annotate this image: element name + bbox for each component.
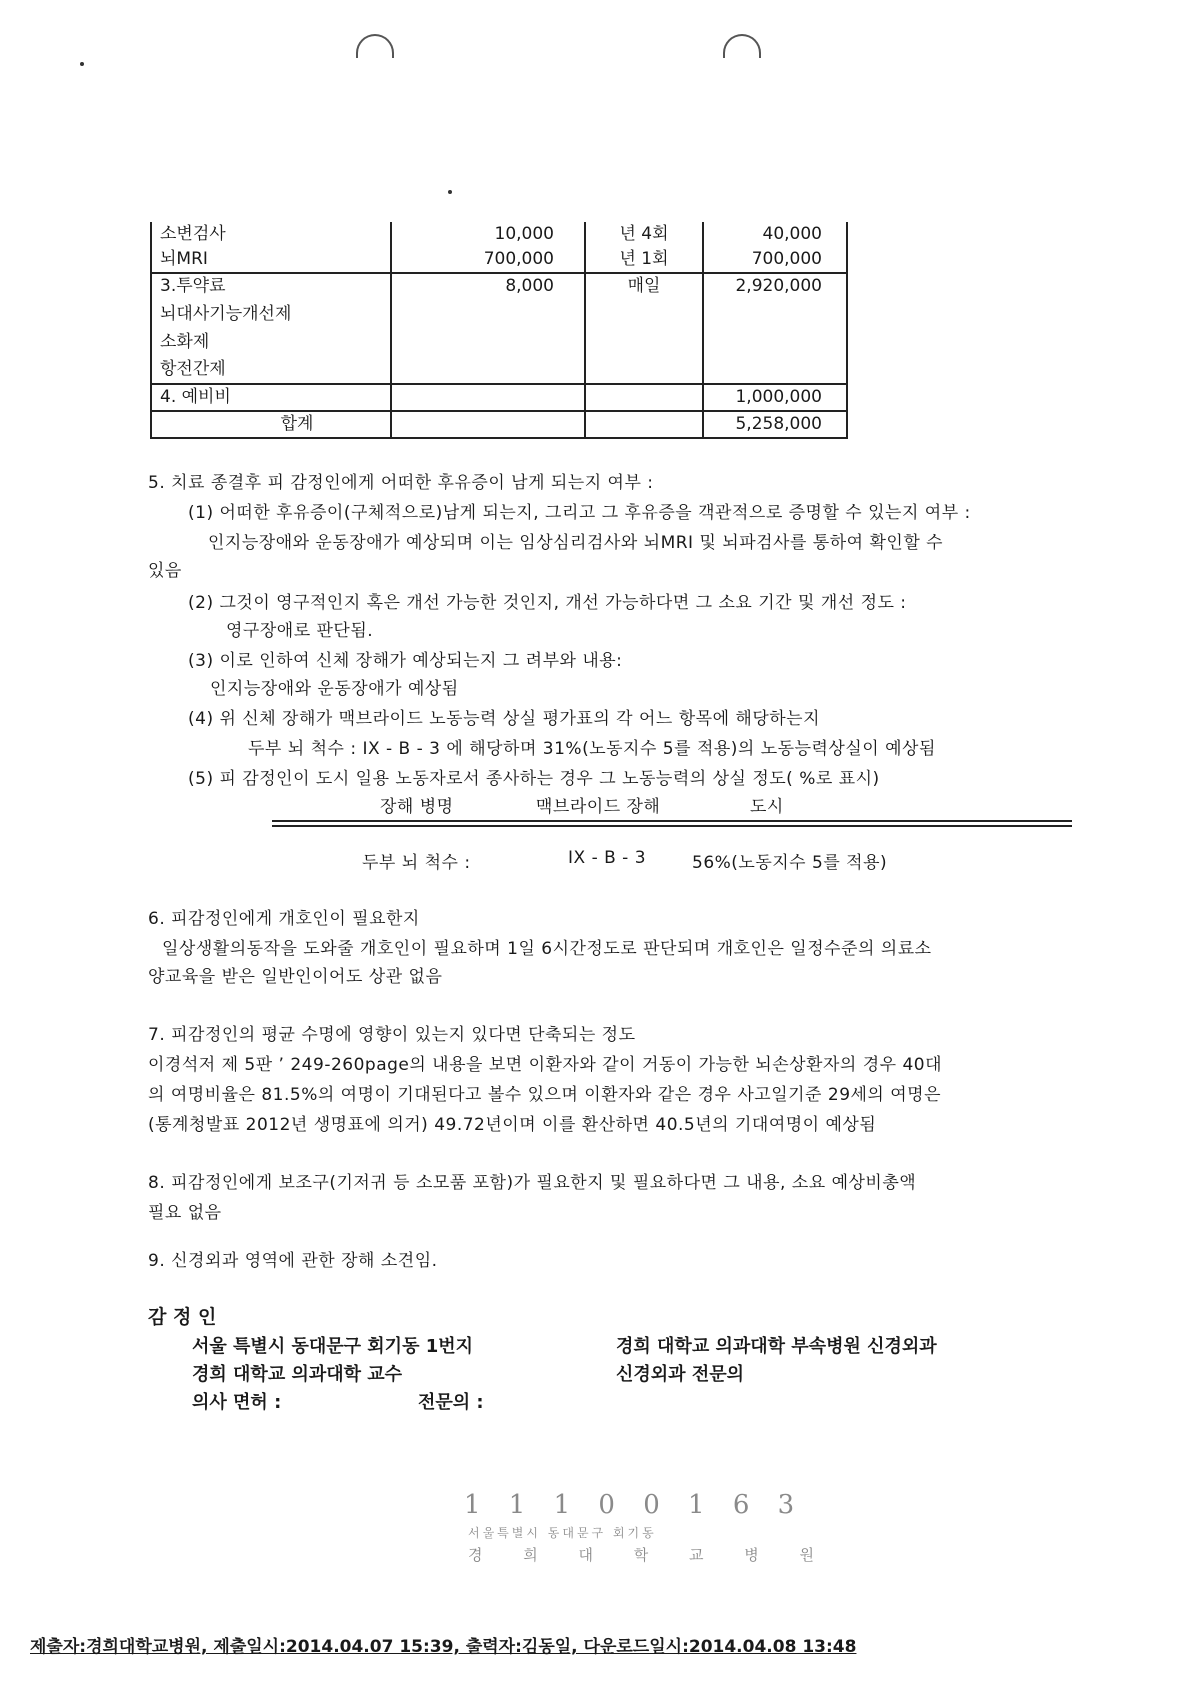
- disability-header-name: 장해 병명: [380, 797, 454, 817]
- section-6-line-2: 양교육을 받은 일반인이어도 상관 없음: [148, 967, 443, 987]
- appraiser-address: 서울 특별시 동대문구 회기동 1번지: [192, 1336, 474, 1357]
- license-label: 의사 면허 :: [192, 1392, 282, 1413]
- table-cell-item: 항전간제: [151, 355, 391, 384]
- table-cell-amount: [703, 355, 847, 384]
- section-5-answer-3: 인지능장애와 운동장애가 예상됨: [210, 679, 459, 699]
- stamp-hospital: 경 희 대 학 교 병 원: [468, 1546, 833, 1564]
- appraiser-title: 경희 대학교 의과대학 교수: [192, 1364, 403, 1385]
- table-cell-amount: [703, 330, 847, 355]
- table-cell-amount: 2,920,000: [703, 273, 847, 299]
- table-cell-item: 소화제: [151, 330, 391, 355]
- table-row: [151, 273, 847, 299]
- table-cell-item: 4. 예비비: [151, 384, 391, 411]
- table-cell-item: 소변검사: [151, 222, 391, 247]
- section-7-title: 7. 피감정인의 평균 수명에 영향이 있는지 있다면 단축되는 정도: [148, 1025, 636, 1045]
- appraiser-department: 신경외과 전문의: [616, 1364, 744, 1385]
- table-cell-amount: 700,000: [703, 247, 847, 273]
- table-cell-amount: [703, 299, 847, 330]
- section-7-line-1: 이경석저 제 5판 ’ 249-260page의 내용을 보면 이환자와 같이 거동이 가능한 뇌손상환자의 경우 40대: [148, 1055, 943, 1075]
- table-row: [151, 330, 847, 355]
- disability-row-mcbride: IX - B - 3: [568, 848, 647, 868]
- table-cell-item: 뇌MRI: [151, 247, 391, 273]
- table-cell-unit: [391, 411, 585, 438]
- table-cell-amount: 1,000,000: [703, 384, 847, 411]
- punch-hole-left: [356, 34, 394, 58]
- table-cell-freq: 년 4회: [585, 222, 703, 247]
- stamp-address: 서울특별시 동대문구 회기동: [468, 1526, 657, 1540]
- table-row: [151, 247, 847, 273]
- section-5-answer-1-cont: 있음: [148, 561, 182, 581]
- table-cell-unit: [391, 330, 585, 355]
- section-5-answer-1: 인지능장애와 운동장애가 예상되며 이는 임상심리검사와 뇌MRI 및 뇌파검사를 통하여 확인할 수: [208, 533, 944, 553]
- punch-hole-right: [723, 34, 761, 58]
- table-cell-unit: [391, 384, 585, 411]
- specialist-label: 전문의 :: [418, 1392, 484, 1413]
- submission-footer: 제출자:경희대학교병원, 제출일시:2014.04.07 15:39, 출력자:김동일, 다운로드일시:2014.04.08 13:48: [30, 1637, 857, 1657]
- divider: [272, 825, 1072, 827]
- disability-header-city: 도시: [750, 797, 784, 817]
- table-cell-freq: [585, 330, 703, 355]
- table-cell-freq: [585, 384, 703, 411]
- section-5-question-4: (4) 위 신체 장해가 맥브라이드 노동능력 상실 평가표의 각 어느 항목에 해당하는지: [188, 709, 821, 729]
- table-cell-freq: [585, 355, 703, 384]
- table-cell-unit: 8,000: [391, 273, 585, 299]
- table-cell-freq: 년 1회: [585, 247, 703, 273]
- table-cell-amount: 40,000: [703, 222, 847, 247]
- table-row: [151, 299, 847, 330]
- table-cell-unit: [391, 355, 585, 384]
- table-cell-amount: 5,258,000: [703, 411, 847, 438]
- section-5-answer-4: 두부 뇌 척수 : IX - B - 3 에 해당하며 31%(노동지수 5를 적용)의 노동능력상실이 예상됨: [248, 739, 936, 759]
- table-cell-total-label: 합계: [151, 411, 391, 438]
- scan-speck: [80, 62, 84, 66]
- table-cell-freq: [585, 299, 703, 330]
- table-cell-freq: [585, 411, 703, 438]
- appraiser-heading: 감 정 인: [148, 1306, 217, 1328]
- scan-speck: [448, 190, 452, 194]
- table-row: [151, 411, 847, 438]
- section-7-line-2: 의 여명비율은 81.5%의 여명이 기대된다고 볼수 있으며 이환자와 같은 경우 사고일기준 29세의 여명은: [148, 1085, 942, 1105]
- section-9-title: 9. 신경외과 영역에 관한 장해 소견임.: [148, 1251, 438, 1271]
- appraiser-hospital: 경희 대학교 의과대학 부속병원 신경외과: [616, 1336, 937, 1357]
- divider: [272, 820, 1072, 822]
- stamp-number: 1 1 1 0 0 1 6 3: [464, 1490, 805, 1520]
- section-5-answer-2: 영구장애로 판단됨.: [226, 621, 374, 641]
- section-6-title: 6. 피감정인에게 개호인이 필요한지: [148, 909, 420, 929]
- section-7-line-3: (통계청발표 2012년 생명표에 의거) 49.72년이며 이를 환산하면 40.5년의 기대여명이 예상됨: [148, 1115, 877, 1135]
- section-8-title: 8. 피감정인에게 보조구(기저귀 등 소모품 포함)가 필요한지 및 필요하다면 그 내용, 소요 예상비총액: [148, 1173, 917, 1193]
- table-cell-unit: 700,000: [391, 247, 585, 273]
- section-6-line-1: 일상생활의동작을 도와줄 개호인이 필요하며 1일 6시간정도로 판단되며 개호인은 일정수준의 의료소: [162, 939, 932, 959]
- section-5-question-5: (5) 피 감정인이 도시 일용 노동자로서 종사하는 경우 그 노동능력의 상실 정도( %로 표시): [188, 769, 880, 789]
- table-cell-unit: 10,000: [391, 222, 585, 247]
- section-8-answer: 필요 없음: [148, 1203, 222, 1223]
- disability-row-city: 56%(노동지수 5를 적용): [692, 853, 888, 873]
- table-cell-item: 뇌대사기능개선제: [151, 299, 391, 330]
- disability-header-mcbride: 맥브라이드 장해: [536, 797, 661, 817]
- table-cell-item: 3.투약료: [151, 273, 391, 299]
- section-5-question-1: (1) 어떠한 후유증이(구체적으로)남게 되는지, 그리고 그 후유증을 객관적으로 증명할 수 있는지 여부 :: [188, 503, 971, 523]
- disability-row-name: 두부 뇌 척수 :: [362, 853, 471, 873]
- section-5-question-3: (3) 이로 인하여 신체 장해가 예상되는지 그 려부와 내용:: [188, 651, 623, 671]
- section-5-title: 5. 치료 종결후 피 감정인에게 어떠한 후유증이 남게 되는지 여부 :: [148, 473, 654, 493]
- section-5-question-2: (2) 그것이 영구적인지 혹은 개선 가능한 것인지, 개선 가능하다면 그 소요 기간 및 개선 정도 :: [188, 593, 907, 613]
- table-row: [151, 384, 847, 411]
- table-cell-freq: 매일: [585, 273, 703, 299]
- table-row: [151, 355, 847, 384]
- table-row: [151, 222, 847, 247]
- cost-table: [150, 222, 848, 439]
- table-cell-unit: [391, 299, 585, 330]
